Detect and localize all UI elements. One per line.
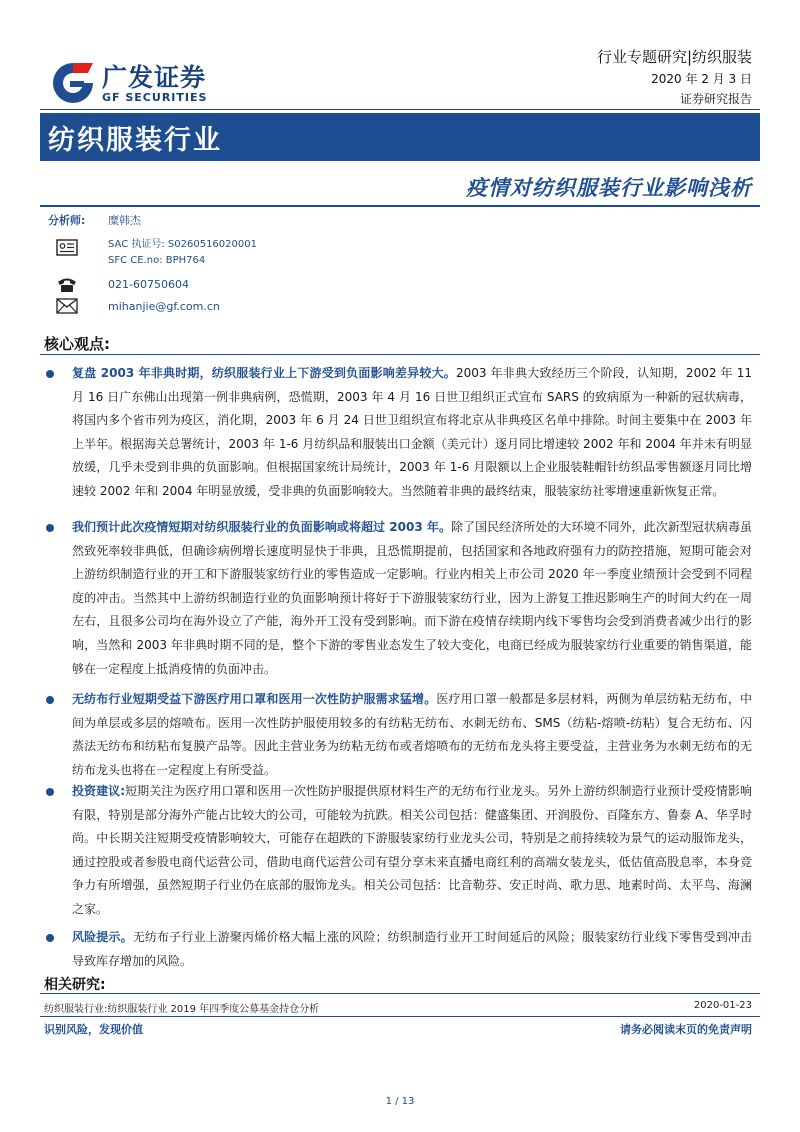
brand-name-en: GF SECURITIES xyxy=(102,91,208,104)
bullet-dot-icon xyxy=(46,524,54,532)
bullet-lead: 风险提示。 xyxy=(72,930,133,944)
related-research-title: 相关研究: xyxy=(44,977,106,993)
brand-name-cn: 广发证券 xyxy=(102,63,207,92)
bullet-text: 无纺布子行业上游聚丙烯价格大幅上涨的风险；纺织制造行业开工时间延后的风险；服装家纺行业线下零售受到冲击导致库存增加的风险。 xyxy=(72,930,752,968)
phone-icon xyxy=(56,276,78,294)
bullet-text: 医疗用口罩一般都是多层材料，两侧为单层纺粘无纺布，中间为单层或多层的熔喷布。医用一次性防护服使用较多的有纺粘无纺布、水刺无纺布、SMS（纺粘-熔喷-纺粘）复合无纺布、闪蒸法无纺布和纺粘布复膜产品等。因此主营业务为纺粘无纺布或者熔喷布的无纺布龙头将主要受益，主营业务为水刺无纺布的无纺布龙头也将在一定程度上有所受益。 xyxy=(72,692,752,777)
title-divider xyxy=(40,205,760,207)
report-category: 行业专题研究|纺织服装 xyxy=(596,48,752,66)
related-bottom-divider xyxy=(40,1016,760,1017)
bullet-text: 除了国民经济所处的大环境不同外，此次新型冠状病毒虽然致死率较非典低，但确诊病例增长速度明显快于非典，且恐慌期提前，包括国家和各地政府强有力的防控措施，短期可能会对上游纺织制造行业的开工和下游服装家纺行业的零售造成一定影响。行业内相关上市公司 2020 年一季度业绩预计会受到不同程度的冲击。当然其中上游纺织制造行业的负面影响预计将好于下游服装家纺行业，因为上游复工推迟影响生产的时间大约在一周左右，且很多公司均在海外设立了产能，海外开工没有受到影响。而下游在疫情存续期内线下零售均会受到消费者减少出行的影响，当然和 2003 年非典时期不同的是，整个下游的零售业态发生了较大变化，电商已经成为服装家纺行业重要的销售渠道，能够在一定程度上抵消疫情的负面冲击。 xyxy=(72,520,752,676)
report-type: 证券研究报告 xyxy=(679,92,752,106)
related-divider xyxy=(40,993,760,994)
related-report-date: 2020-01-23 xyxy=(693,1000,752,1011)
analyst-sac: SAC 执证号: S0260516020001 xyxy=(108,239,257,250)
bullet-dot-icon xyxy=(46,370,54,378)
bullet-lead: 投资建议: xyxy=(72,784,126,798)
analyst-name: 糜韩杰 xyxy=(108,214,141,227)
bullet-dot-icon xyxy=(46,788,54,796)
industry-title: 纺织服装行业 xyxy=(48,125,222,156)
analyst-sfc: SFC CE.no: BPH764 xyxy=(108,255,206,266)
bullet-lead: 复盘 2003 年非典时期，纺织服装行业上下游受到负面影响差异较大。 xyxy=(72,366,457,380)
footer-disclaimer-note: 请务必阅读末页的免责声明 xyxy=(620,1023,752,1036)
core-divider xyxy=(40,354,760,355)
bullet-lead: 我们预计此次疫情短期对纺织服装行业的负面影响或将超过 2003 年。 xyxy=(72,520,451,534)
analyst-email[interactable]: mihanjie@gf.com.cn xyxy=(108,300,220,313)
bullet-item xyxy=(46,926,752,973)
report-title: 疫情对纺织服装行业影响浅析 xyxy=(466,176,752,200)
bullet-lead: 无纺布行业短期受益下游医疗用口罩和医用一次性防护服需求猛增。 xyxy=(72,692,437,706)
bullet-text: 短期关注为医疗用口罩和医用一次性防护服提供原材料生产的无纺布行业龙头。另外上游纺织制造行业预计受疫情影响有限，特别是部分海外产能占比较大的公司，可能较为抗跌。相关公司包括：健盛集团、开润股份、百隆东方、鲁泰 A、华孚时尚。中长期关注短期受疫情影响较大，可能存在超跌的下游服装家纺行业龙头公司，特别是之前持续较为景气的运动服饰龙头，通过控股或者参股电商代运营公司，借助电商代运营公司有望分享未来直播电商红利的高端女装龙头，低估值高股息率，本身竞争力有所增强，虽然短期子行业仍在底部的服饰龙头。相关公司包括：比音勒芬、安正时尚、歌力思、地素时尚、太平鸟、海澜之家。 xyxy=(72,784,752,916)
related-report-link[interactable]: 纺织服装行业:纺织服装行业 2019 年四季度公募基金持仓分析 xyxy=(44,1004,320,1015)
bullet-item xyxy=(46,688,752,782)
header-divider xyxy=(40,109,760,110)
bullet-dot-icon xyxy=(46,934,54,942)
bullet-text: 2003 年非典大致经历三个阶段，认知期，2002 年 11 月 16 日广东佛山出现第一例非典病例，恐慌期，2003 年 4 月 16 日世卫组织正式宣布 SARS 的致病原为一种新的冠状病毒，将国内多个省市列为疫区，消化期，2003 年 6 月 24 日世卫组织宣布将北京从非典疫区名单中排除。时间主要集中在 2003 年上半年。根据海关总署统计，2003 年 1-6 月纺织品和服装出口金额（美元计）逐月同比增速较 2002 年和 2004 年并未有明显放缓，几乎未受到非典的负面影响。但根据国家统计局统计，2003 年 1-6 月限额以上企业服装鞋帽针纺织品零售额逐月同比增速较 2002 年和 2004 年明显放缓，受非典的负面影响较大。当然随着非典的最终结束，服装家纺社零增速重新恢复正常。 xyxy=(72,366,752,498)
analyst-label: 分析师: xyxy=(48,214,86,227)
id-card-icon xyxy=(56,238,78,258)
footer-slogan: 识别风险，发现价值 xyxy=(44,1023,143,1036)
bullet-item xyxy=(46,362,752,504)
analyst-phone: 021-60750604 xyxy=(108,278,189,291)
page-number: 1 / 13 xyxy=(385,1096,415,1107)
bullet-dot-icon xyxy=(46,696,54,704)
bullet-item xyxy=(46,516,752,681)
report-date: 2020 年 2 月 3 日 xyxy=(651,72,752,86)
bullet-item xyxy=(46,780,752,922)
mail-icon xyxy=(56,298,78,314)
core-views-title: 核心观点: xyxy=(44,335,110,353)
gf-logo-icon xyxy=(50,60,96,106)
